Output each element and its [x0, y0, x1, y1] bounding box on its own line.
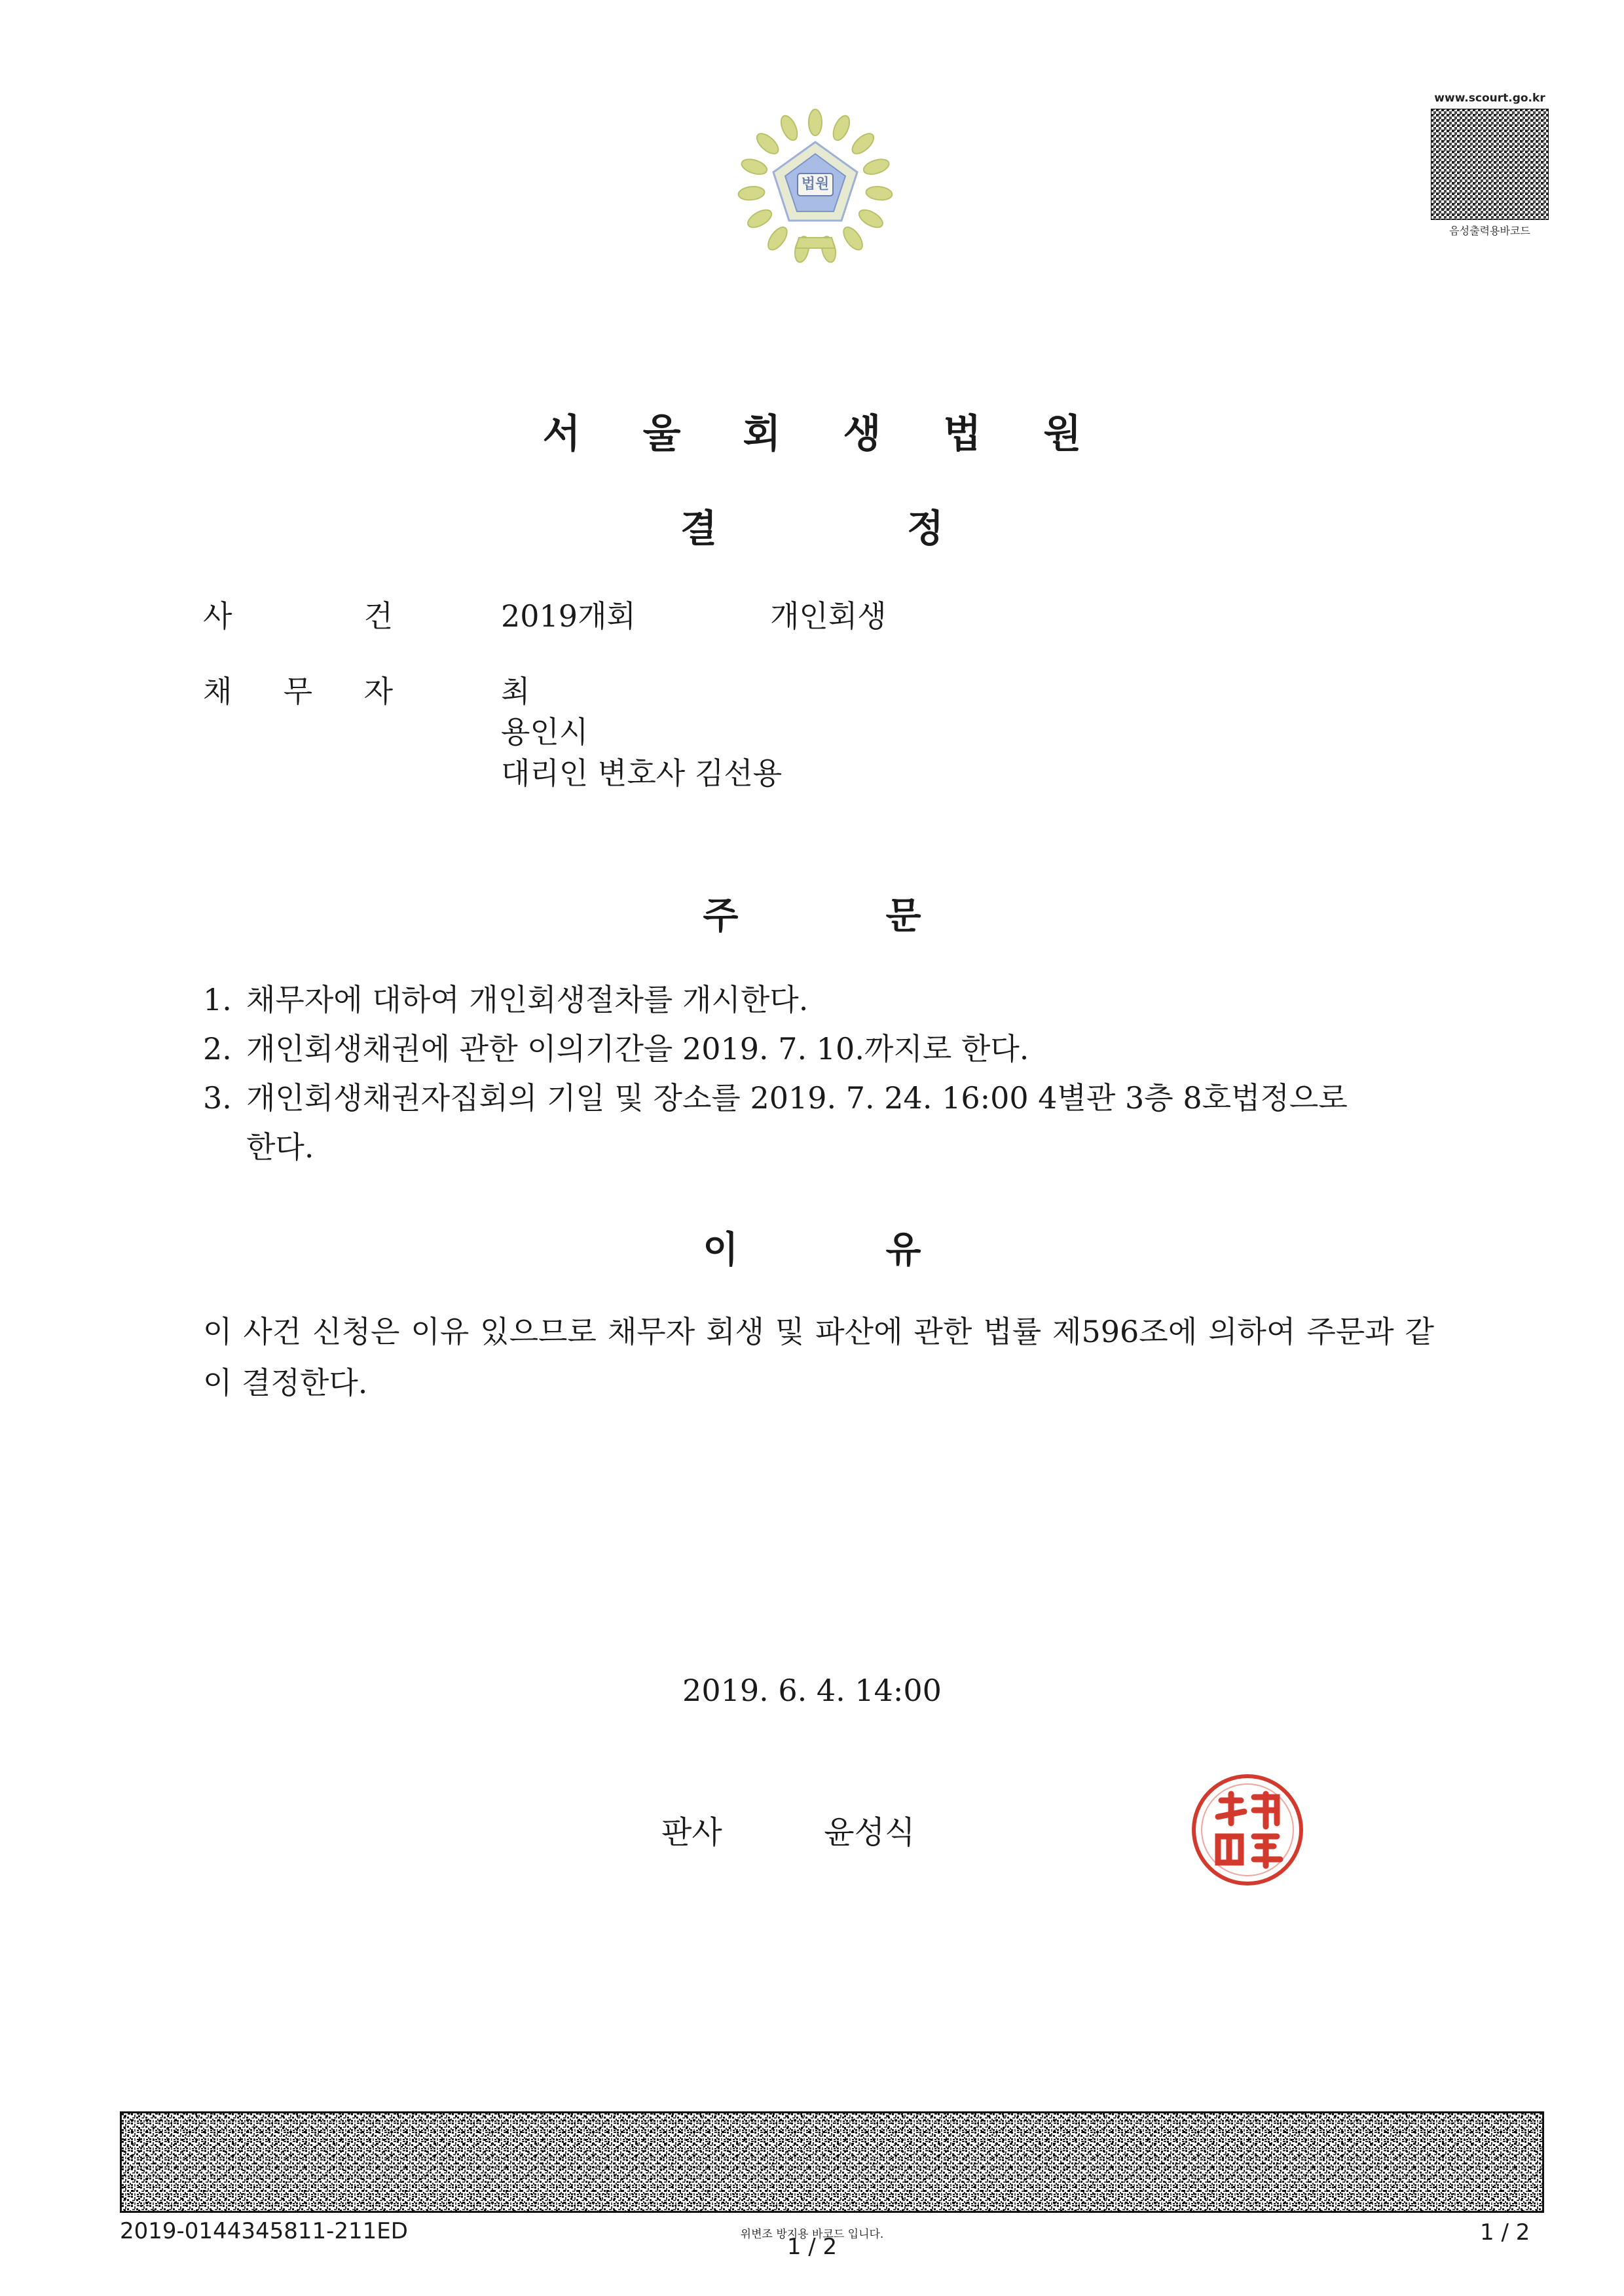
voice-output-barcode [1428, 92, 1552, 238]
barcode-note: 위변조 방지용 바코드 입니다. [740, 2228, 884, 2241]
reason-heading: 이유 [703, 1229, 1069, 1271]
qr-code [1431, 109, 1549, 220]
order-item-2: 2. 개인회생채권에 관한 이의기간을 2019. 7. 10.까지로 한다. [203, 1031, 1029, 1066]
decision-date: 2019. 6. 4. 14:00 [682, 1673, 942, 1708]
redacted-debtor-name [530, 683, 857, 706]
judge-name: 윤성식 [824, 1814, 915, 1851]
order-item-1: 1. 채무자에 대하여 개인회생절차를 개시한다. [203, 982, 809, 1017]
court-website-url: www.scourt.go.kr [1434, 92, 1545, 105]
court-emblem-logo [737, 108, 894, 265]
debtor-name: 최 [501, 668, 857, 711]
page-number: 1 / 2 [1480, 2219, 1530, 2246]
document-title: 결정 [680, 506, 1134, 551]
case-number-prefix: 2019개회 [501, 598, 636, 634]
redacted-debtor-address [588, 723, 955, 746]
debtor-label: 채 무 자 [203, 674, 393, 709]
document-id: 2019-0144345811-211ED [120, 2218, 408, 2244]
debtor-agent: 대리인 변호사 김선용 [501, 756, 783, 791]
emblem-label: 법원 [801, 176, 830, 192]
judge-signature-line [661, 1807, 915, 1852]
court-name: 서울회생법원 [542, 411, 1144, 457]
case-type: 개인회생 [769, 598, 887, 634]
anti-forgery-barcode [120, 2111, 1544, 2213]
reason-text: 이 사건 신청은 이유 있으므로 채무자 회생 및 파산에 관한 법률 제596조에 의하여 주문과 같이 결정한다. [203, 1314, 1434, 1400]
qr-caption: 음성출력용바코드 [1449, 225, 1530, 237]
judge-seal-stamp [1189, 1771, 1306, 1889]
center-page-number: 1 / 2 [786, 2234, 838, 2260]
debtor-address: 용인시 [501, 708, 955, 752]
case-label: 사 건 [203, 598, 393, 634]
redacted-case-number [636, 608, 770, 630]
order-item-3: 3. 개인회생채권자집회의 기일 및 장소를 2019. 7. 24. 16:00 4별관 3층 8호법정으로 한다. [203, 1080, 1348, 1165]
order-heading: 주문 [703, 895, 1069, 938]
judge-title: 판사 [661, 1814, 722, 1851]
case-number [501, 592, 887, 636]
